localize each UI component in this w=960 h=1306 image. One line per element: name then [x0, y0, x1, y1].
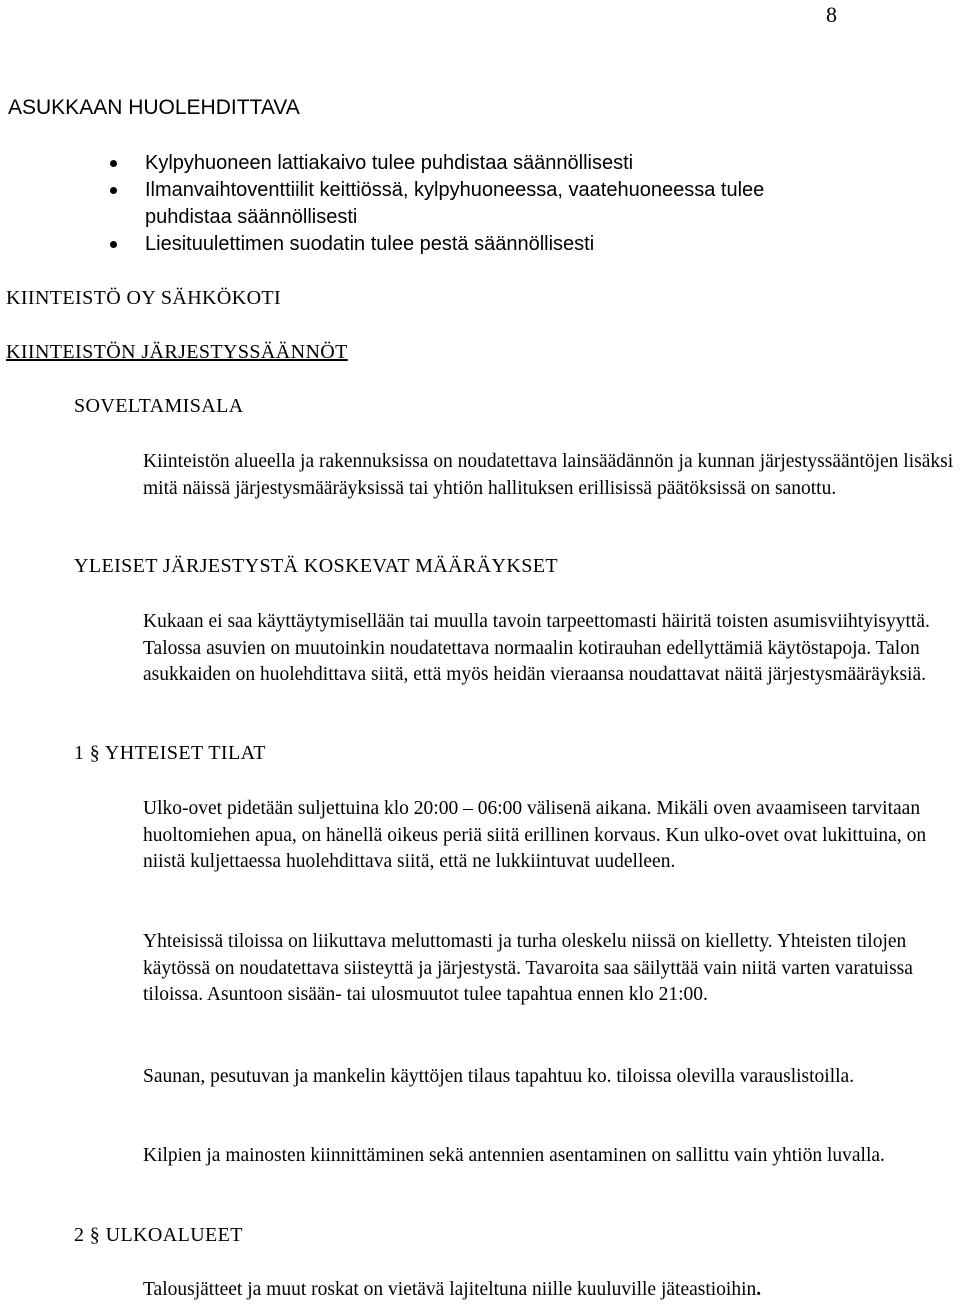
common-areas-heading: 1 § YHTEISET TILAT — [74, 742, 266, 764]
list-item-text: Ilmanvaihtoventtiilit keittiössä, kylpyhuoneessa, vaatehuoneessa tulee puhdistaa säännöllisesti — [145, 179, 765, 228]
general-rules-heading: YLEISET JÄRJESTYSTÄ KOSKEVAT MÄÄRÄYKSET — [74, 555, 558, 577]
list-item-text: Liesituulettimen suodatin tulee pestä säännöllisesti — [145, 233, 595, 255]
list-item — [110, 177, 825, 231]
list-item-text: Kylpyhuoneen lattiakaivo tulee puhdistaa säännöllisesti — [145, 152, 634, 174]
common-areas-paragraph: Saunan, pesutuvan ja mankelin käyttöjen tilaus tapahtuu ko. tiloissa olevilla varauslistoilla. — [143, 1066, 855, 1087]
common-areas-paragraph: Yhteisissä tiloissa on liikuttava meluttomasti ja turha oleskelu niissä on kielletty. Yhteisten tilojen käytössä on noudatettava siisteyttä ja järjestystä. Tavaroita saa säilyttää vain niitä varten varatuissa tiloissa. Asuntoon sisään- tai ulosmuutot tulee tapahtua ennen klo 21:00. — [143, 931, 913, 1006]
common-areas-paragraph: Ulko-ovet pidetään suljettuina klo 20:00 – 06:00 välisenä aikana. Mikäli oven avaamiseen tarvitaan huoltomiehen apua, on hänellä oikeus periä siitä erillinen korvaus. Kun ulko-ovet ovat lukittuina, on niistä kuljettaessa huolehdittava siitä, että ne lukkiintuvat uudelleen. — [143, 798, 927, 873]
outdoor-areas-text — [143, 1277, 958, 1304]
resident-bullet-list — [110, 150, 845, 258]
bullet-icon — [110, 160, 117, 167]
list-item — [110, 231, 845, 258]
bullet-icon — [110, 187, 117, 194]
outdoor-text-main: Talousjätteet ja muut roskat on vietävä lajiteltuna niille kuuluville jäteastioihin — [143, 1279, 757, 1300]
scope-heading: SOVELTAMISALA — [74, 395, 244, 417]
bullet-icon — [110, 241, 117, 248]
resident-section-title: ASUKKAAN HUOLEHDITTAVA — [8, 96, 300, 119]
general-rules-text: Kukaan ei saa käyttäytymisellään tai muulla tavoin tarpeettomasti häiritä toisten asumisviihtyisyyttä. Talossa asuvien on muutoinkin noudatettava normaalin kotirauhan edellyttämiä käytöstapoja. Talon asukkaiden on huolehdittava siitä, että myös heidän vieraansa noudattavat näitä järjestysmääräyksiä. — [143, 611, 930, 686]
outdoor-text-end: . — [756, 1279, 762, 1300]
outdoor-areas-heading: 2 § ULKOALUEET — [74, 1224, 243, 1246]
common-areas-paragraph: Kilpien ja mainosten kiinnittäminen sekä antennien asentaminen on sallittu vain yhtiön luvalla. — [143, 1145, 885, 1166]
company-name: KIINTEISTÖ OY SÄHKÖKOTI — [6, 287, 282, 309]
scope-text: Kiinteistön alueella ja rakennuksissa on noudatettava lainsäädännön ja kunnan järjestyssääntöjen lisäksi mitä näissä järjestysmääräyksissä tai yhtiön hallituksen erillisissä päätöksissä on sanottu. — [143, 451, 954, 499]
list-item — [110, 150, 845, 177]
rules-title: KIINTEISTÖN JÄRJESTYSSÄÄNNÖT — [6, 341, 348, 363]
page-number: 8 — [826, 2, 837, 27]
